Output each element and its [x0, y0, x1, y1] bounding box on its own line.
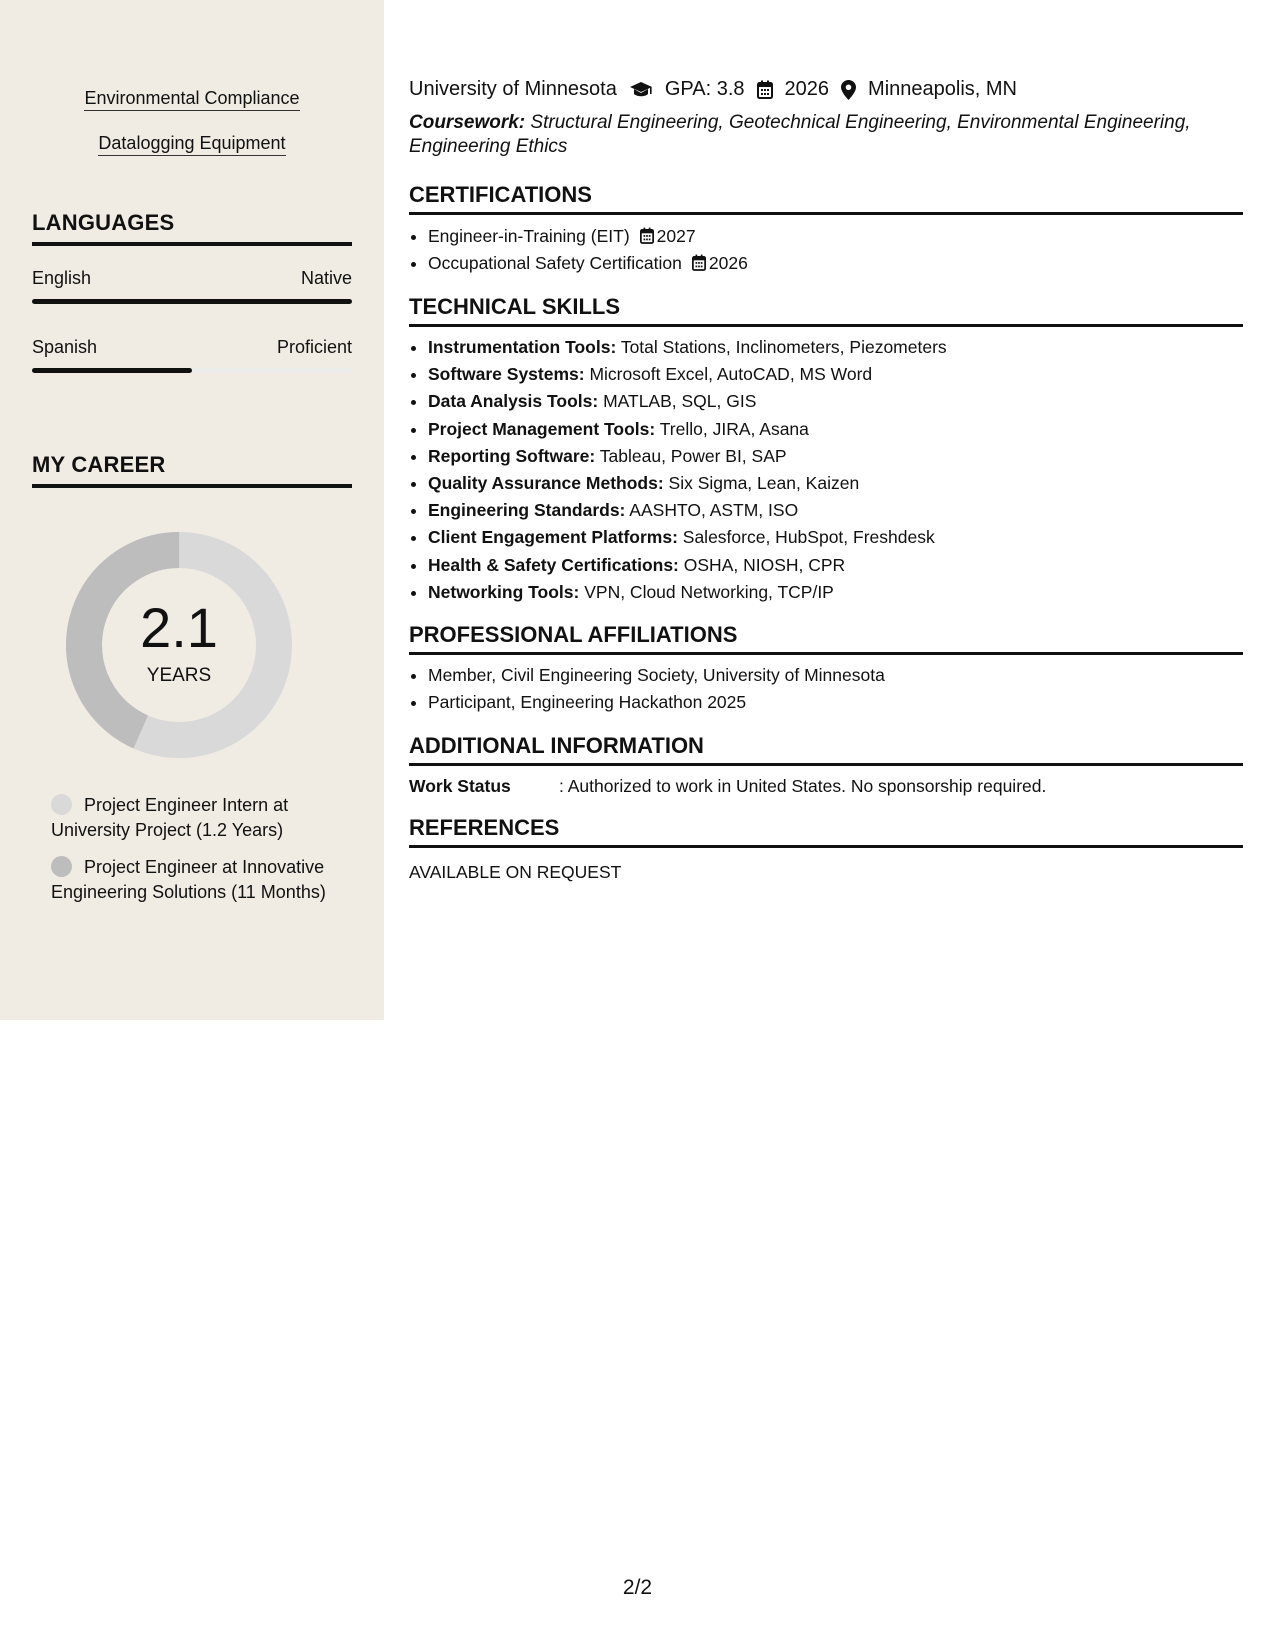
skill-tag: Environmental Compliance: [0, 88, 384, 109]
additional-info-heading: ADDITIONAL INFORMATION: [409, 733, 1243, 766]
list-item: • Quality Assurance Methods: Six Sigma, Lean, Kaizen: [428, 470, 1243, 497]
references-heading: REFERENCES: [409, 815, 1243, 848]
affiliations-heading: PROFESSIONAL AFFILIATIONS: [409, 622, 1243, 655]
list-item: • Engineer-in-Training (EIT) 2027: [428, 223, 1243, 250]
list-item: • Occupational Safety Certification 2026: [428, 250, 1243, 277]
work-status-label: Work Status: [409, 776, 511, 796]
school-name: University of Minnesota: [409, 78, 617, 100]
list-item: • Data Analysis Tools: MATLAB, SQL, GIS: [428, 388, 1243, 415]
language-proficiency-fill: [32, 299, 352, 304]
list-item: • Member, Civil Engineering Society, University of Minnesota: [428, 662, 1243, 689]
references-text: AVAILABLE ON REQUEST: [409, 862, 622, 882]
calendar-icon: [692, 254, 706, 271]
location: Minneapolis, MN: [868, 78, 1017, 100]
languages-heading: LANGUAGES: [32, 210, 352, 246]
career-total-value: 2.1: [140, 596, 218, 659]
list-item: • Software Systems: Microsoft Excel, AutoCAD, MS Word: [428, 361, 1243, 388]
list-item: • Participant, Engineering Hackathon 2025: [428, 689, 1243, 716]
skill-tag: Datalogging Equipment: [0, 133, 384, 154]
certifications-list: [409, 223, 1243, 277]
career-heading: MY CAREER: [32, 452, 352, 488]
technical-skills-list: [409, 334, 1243, 606]
list-item: • Health & Safety Certifications: OSHA, NIOSH, CPR: [428, 552, 1243, 579]
list-item: • Networking Tools: VPN, Cloud Networking, TCP/IP: [428, 579, 1243, 606]
work-status-value: : Authorized to work in United States. No sponsorship required.: [559, 776, 1047, 796]
language-name: Spanish: [32, 337, 98, 357]
technical-skills-heading: TECHNICAL SKILLS: [409, 294, 1243, 327]
certifications-heading: CERTIFICATIONS: [409, 182, 1243, 215]
graduation-cap-icon: [629, 81, 653, 99]
career-legend-item: Project Engineer Intern at University Project (1.2 Years): [51, 795, 289, 840]
language-proficiency-fill: [32, 368, 192, 373]
language-row: [32, 268, 352, 289]
language-proficiency-bar: [32, 368, 352, 373]
sidebar: [0, 0, 384, 1020]
calendar-icon: [757, 80, 773, 99]
language-proficiency-bar: [32, 299, 352, 304]
location-pin-icon: [841, 80, 856, 100]
list-item: • Reporting Software: Tableau, Power BI, SAP: [428, 443, 1243, 470]
legend-dot: [51, 856, 72, 877]
career-legend-item: Project Engineer at Innovative Engineering Solutions (11 Months): [51, 857, 326, 902]
work-status: [409, 776, 1046, 797]
coursework: Coursework: Structural Engineering, Geotechnical Engineering, Environmental Engineering, Engineering Ethics: [409, 112, 1191, 157]
career-total-unit: YEARS: [146, 665, 212, 686]
affiliations-list: [409, 662, 1243, 716]
legend-dot: [51, 794, 72, 815]
calendar-icon: [640, 227, 654, 244]
language-level: Native: [300, 268, 352, 288]
list-item: • Instrumentation Tools: Total Stations, Inclinometers, Piezometers: [428, 334, 1243, 361]
list-item: • Project Management Tools: Trello, JIRA, Asana: [428, 416, 1243, 443]
list-item: • Engineering Standards: AASHTO, ASTM, ISO: [428, 497, 1243, 524]
list-item: • Client Engagement Platforms: Salesforce, HubSpot, Freshdesk: [428, 524, 1243, 551]
graduation-year: 2026: [784, 78, 830, 100]
language-level: Proficient: [276, 337, 352, 357]
gpa: GPA: 3.8: [664, 78, 745, 100]
language-name: English: [32, 268, 92, 288]
education-line: [409, 78, 1017, 101]
language-row: [32, 337, 352, 358]
page-number: 2/2: [622, 1576, 653, 1599]
